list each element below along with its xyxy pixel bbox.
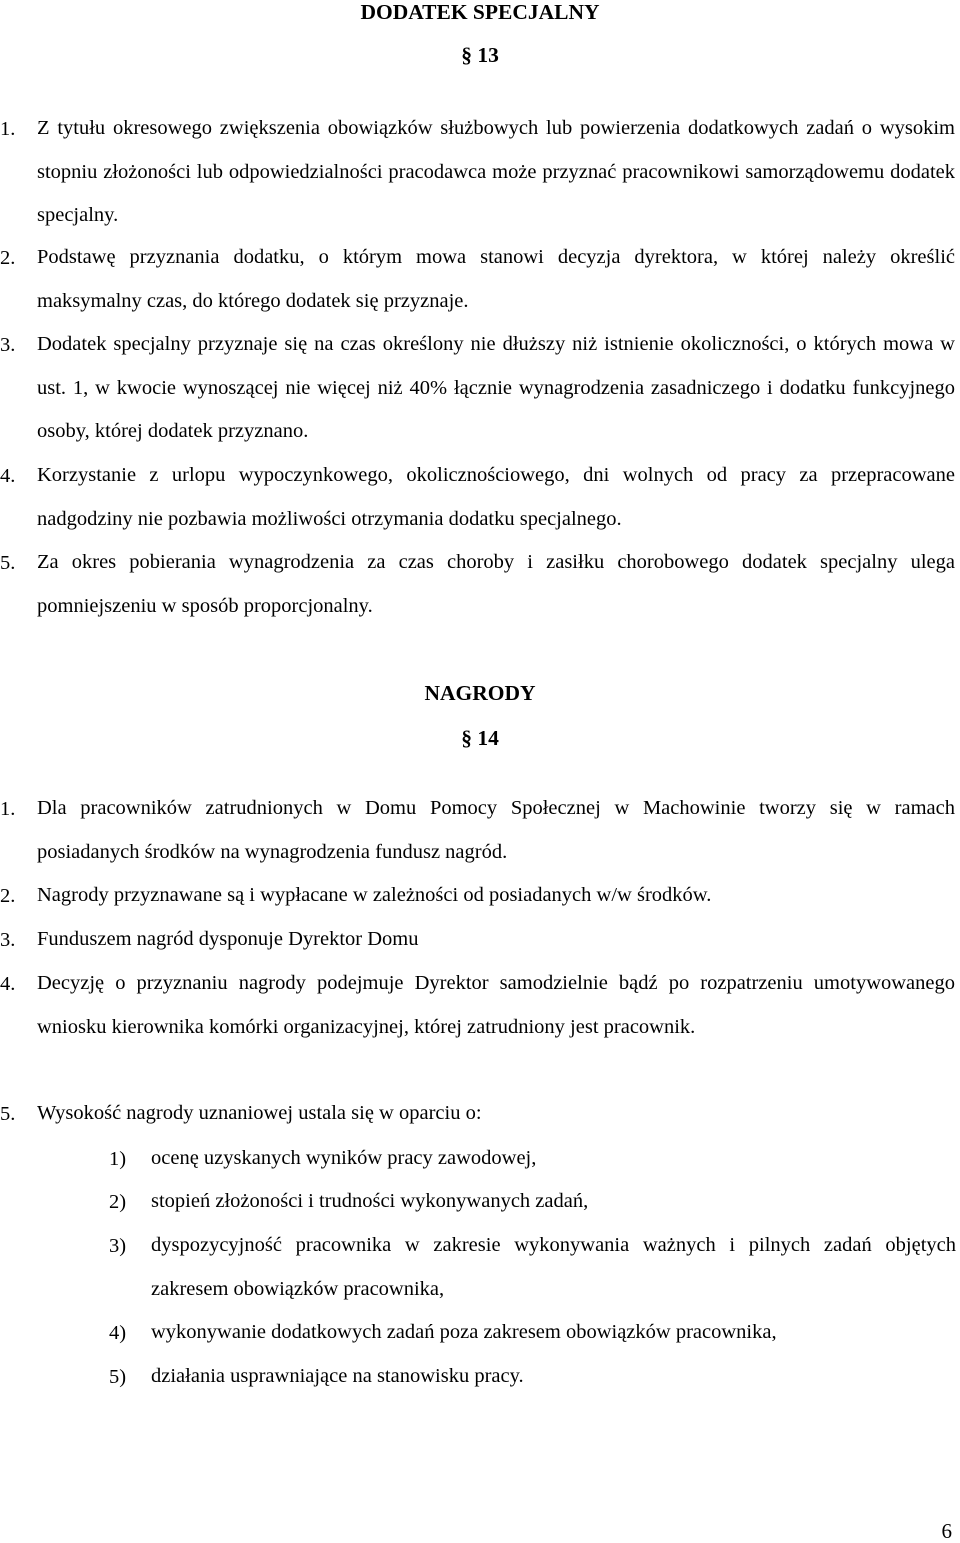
subitem-5 [0, 1355, 960, 1399]
section-13-item-3 [0, 323, 960, 454]
section-14-item-4 [0, 962, 960, 1049]
section-13-title: DODATEK SPECJALNY [360, 0, 600, 24]
item-number: 4. [0, 973, 16, 995]
section-13-item-4 [0, 454, 960, 541]
section-14-item-2 [0, 874, 960, 918]
subitem-text: ocenę uzyskanych wyników pracy zawodowej, [151, 1147, 537, 1169]
subitem-text: stopień złożoności i trudności wykonywanych zadań, [151, 1190, 589, 1212]
page-number: 6 [941, 1519, 952, 1543]
item-text: Nagrody przyznawane są i wypłacane w zależności od posiadanych w/w środków. [37, 884, 712, 906]
section-14-title: NAGRODY [424, 681, 536, 705]
item-text: Korzystanie z urlopu wypoczynkowego, okolicznościowego, dni wolnych od pracy za przepracowane nadgodziny nie pozbawia możliwości otrzymania dodatku specjalnego. [37, 464, 955, 530]
subitem-number: 3) [109, 1235, 127, 1257]
section-14-paragraph-mark: § 14 [461, 726, 499, 750]
section-13-item-5 [0, 541, 960, 628]
section-13-paragraph-mark: § 13 [461, 43, 499, 67]
item-text: Dodatek specjalny przyznaje się na czas określony nie dłuższy niż istnienie okoliczności, o których mowa w ust. 1, w kwocie wynoszącej nie więcej niż 40% łącznie wynagrodzenia zasadniczego i dodatku funkcyjnego osoby, której dodatek przyznano. [37, 333, 955, 442]
item-text: Z tytułu okresowego zwiększenia obowiązków służbowych lub powierzenia dodatkowych zadań o wysokim stopniu złożoności lub odpowiedzialności pracodawca może przyznać pracownikowi samorządowemu dodatek specjalny. [37, 117, 955, 226]
item-text: Dla pracowników zatrudnionych w Domu Pomocy Społecznej w Machowinie tworzy się w ramach posiadanych środków na wynagrodzenia fundusz nagród. [37, 797, 955, 863]
item-number: 2. [0, 247, 16, 269]
item-text: Funduszem nagród dysponuje Dyrektor Domu [37, 928, 419, 950]
subitem-number: 1) [109, 1148, 127, 1170]
subitem-3 [0, 1224, 960, 1311]
item-number: 4. [0, 465, 16, 487]
subitem-text: dyspozycyjność pracownika w zakresie wykonywania ważnych i pilnych zadań objętych zakresem obowiązków pracownika, [151, 1234, 956, 1300]
subitem-1 [0, 1137, 960, 1181]
item-number: 1. [0, 798, 16, 820]
item-number: 5. [0, 552, 16, 574]
item-number: 1. [0, 118, 16, 140]
subitem-text: działania usprawniające na stanowisku pracy. [151, 1365, 524, 1387]
item-text: Za okres pobierania wynagrodzenia za czas choroby i zasiłku chorobowego dodatek specjalny ulega pomniejszeniu w sposób proporcjonalny. [37, 551, 955, 617]
section-13-item-2 [0, 236, 960, 323]
item-text: Wysokość nagrody uznaniowej ustala się w oparciu o: [37, 1102, 482, 1124]
subitem-4 [0, 1311, 960, 1355]
subitem-number: 4) [109, 1322, 127, 1344]
item-text: Podstawę przyznania dodatku, o którym mowa stanowi decyzja dyrektora, w której należy określić maksymalny czas, do którego dodatek się przyznaje. [37, 246, 955, 312]
item-number: 3. [0, 929, 16, 951]
item-number: 5. [0, 1103, 16, 1125]
section-14-item-5 [0, 1092, 960, 1136]
section-14-item-3 [0, 918, 960, 962]
subitem-2 [0, 1180, 960, 1224]
section-13-item-1 [0, 107, 960, 238]
item-number: 3. [0, 334, 16, 356]
subitem-number: 2) [109, 1191, 127, 1213]
subitem-number: 5) [109, 1366, 127, 1388]
subitem-text: wykonywanie dodatkowych zadań poza zakresem obowiązków pracownika, [151, 1321, 777, 1343]
section-14-item-1 [0, 787, 960, 874]
item-number: 2. [0, 885, 16, 907]
item-text: Decyzję o przyznaniu nagrody podejmuje Dyrektor samodzielnie bądź po rozpatrzeniu umotywowanego wniosku kierownika komórki organizacyjnej, której zatrudniony jest pracownik. [37, 972, 955, 1038]
